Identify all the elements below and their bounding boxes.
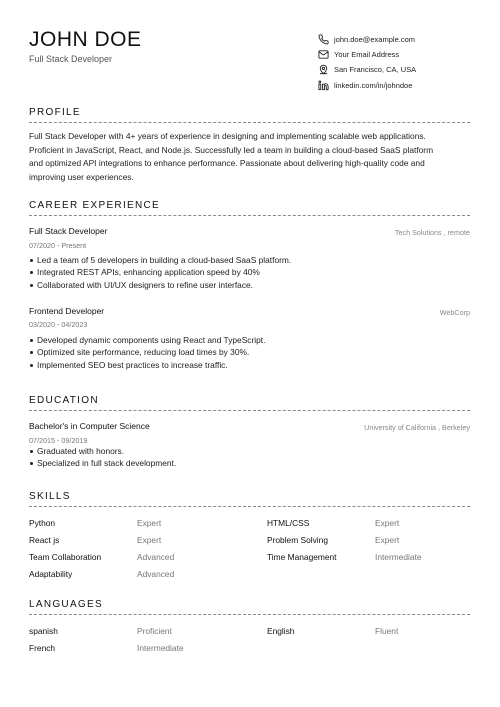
education-dates: 07/2015 - 09/2019 (29, 436, 88, 445)
profile-line: improving user experiences. (29, 171, 134, 182)
skill-name: Problem Solving (267, 535, 328, 545)
linkedin-icon (318, 80, 329, 91)
skill-level: Advanced (137, 552, 175, 562)
envelope-icon (318, 49, 329, 60)
skill-name: Python (29, 518, 56, 528)
section-divider (29, 215, 470, 216)
language-name: spanish (29, 626, 58, 636)
list-item: Integrated REST APIs, enhancing application speed by 40% (29, 266, 469, 278)
skill-level: Expert (137, 518, 162, 528)
section-divider (29, 506, 470, 507)
education-bullets (29, 445, 469, 470)
candidate-role: Full Stack Developer (29, 54, 113, 64)
language-level: Proficient (137, 626, 172, 636)
language-name: French (29, 643, 56, 653)
job-title: Frontend Developer (29, 306, 105, 316)
experience-heading: CAREER EXPERIENCE (29, 200, 161, 211)
school-name: University of California , Berkeley (364, 423, 470, 432)
contact-list (318, 32, 488, 93)
skill-level: Advanced (137, 569, 175, 579)
profile-line: Full Stack Developer with 4+ years of experience in designing and implementing scalable web applications. (29, 131, 426, 141)
job-bullets (29, 334, 469, 371)
job-company: WebCorp (439, 308, 470, 317)
skill-name: HTML/CSS (267, 518, 310, 528)
contact-text: San Francisco, CA, USA (334, 65, 417, 75)
education-heading: EDUCATION (29, 395, 99, 406)
contact-text: Your Email Address (334, 50, 400, 60)
skill-level: Expert (375, 518, 400, 528)
skill-name: Adaptability (29, 569, 73, 579)
profile-line: and optimized API integrations to enhance performance. Passionate about delivering high-quality code and (29, 158, 425, 169)
language-row (29, 643, 470, 657)
degree-title: Bachelor's in Computer Science (29, 421, 150, 431)
candidate-name: JOHN DOE (29, 28, 142, 51)
skill-level: Expert (375, 535, 400, 545)
profile-summary (29, 130, 474, 184)
language-row (29, 626, 470, 640)
language-level: Intermediate (137, 643, 184, 653)
job-dates: 03/2020 - 04/2023 (29, 320, 88, 329)
languages-heading: LANGUAGES (29, 599, 103, 610)
list-item: Specialized in full stack development. (29, 457, 469, 469)
list-item: Collaborated with UI/UX designers to refine user interface. (29, 279, 469, 291)
list-item: Led a team of 5 developers in building a cloud-based SaaS platform. (29, 254, 469, 266)
job-title: Full Stack Developer (29, 226, 108, 236)
list-item: Graduated with honors. (29, 445, 469, 457)
contact-email-address[interactable] (318, 47, 488, 62)
skill-level: Intermediate (375, 552, 422, 562)
contact-text: john.doe@example.com (334, 34, 415, 44)
list-item: Optimized site performance, reducing load times by 30%. (29, 346, 469, 358)
job-company: Tech Solutions , remote (394, 228, 470, 237)
contact-linkedin[interactable] (318, 78, 488, 93)
job-bullets (29, 254, 469, 291)
skill-name: Team Collaboration (29, 552, 102, 562)
profile-line: Proficient in JavaScript, React, and Node.js. Successfully led a team in building a cloud-based SaaS platform (29, 144, 434, 155)
skill-level: Expert (137, 535, 162, 545)
skill-row (29, 518, 470, 532)
section-divider (29, 122, 470, 123)
skill-row (29, 535, 470, 549)
location-icon (318, 64, 329, 75)
job-dates: 07/2020 - Present (29, 241, 87, 250)
language-name: English (267, 626, 295, 636)
skill-name: Time Management (267, 552, 337, 562)
contact-text: linkedin.com/in/johndoe (334, 80, 413, 90)
section-divider (29, 614, 470, 615)
list-item: Implemented SEO best practices to increase traffic. (29, 359, 469, 371)
phone-icon (318, 34, 329, 45)
contact-location (318, 63, 488, 78)
profile-heading: PROFILE (29, 107, 81, 118)
skills-heading: SKILLS (29, 491, 71, 502)
skill-name: React js (29, 535, 60, 545)
skill-row (29, 569, 470, 583)
skill-row (29, 552, 470, 566)
section-divider (29, 410, 470, 411)
contact-email[interactable] (318, 32, 488, 47)
list-item: Developed dynamic components using React and TypeScript. (29, 334, 469, 346)
language-level: Fluent (375, 626, 399, 636)
